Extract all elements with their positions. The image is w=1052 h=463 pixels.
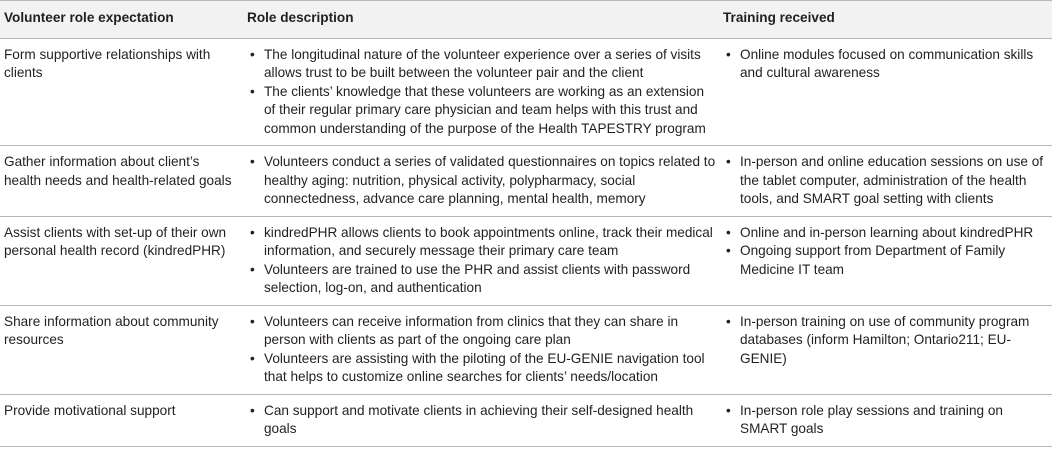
description-bullet: • Can support and motivate clients in achieving their self-designed health goals [247,402,717,439]
training-cell [723,216,1052,305]
description-list [247,46,717,139]
training-cell [723,305,1052,394]
training-bullet: • In-person training on use of community program databases (inform Hamilton; Ontario211; EU-GENIE) [723,313,1046,369]
description-cell [245,146,723,217]
training-cell [723,38,1052,146]
description-cell [245,305,723,394]
table-row [0,216,1052,305]
description-bullet: • Volunteers can receive information from clinics that they can share in person with clients as part of the ongoing care plan [247,313,717,350]
training-list [723,46,1046,83]
description-cell [245,216,723,305]
expectation-cell: Provide motivational support [0,394,245,446]
training-list [723,224,1046,280]
description-list [247,402,717,439]
training-bullet: • Online and in-person learning about kindredPHR [723,224,1046,243]
description-bullet: • Volunteers are trained to use the PHR and assist clients with password selection, log-on, and authentication [247,261,717,298]
expectation-cell: Assist clients with set-up of their own personal health record (kindredPHR) [0,216,245,305]
description-cell [245,394,723,446]
description-list [247,313,717,387]
training-bullet: • Online modules focused on communication skills and cultural awareness [723,46,1046,83]
table-row [0,38,1052,146]
expectation-cell: Gather information about client’s health needs and health-related goals [0,146,245,217]
training-list [723,402,1046,439]
description-bullet: • Volunteers are assisting with the piloting of the EU-GENIE navigation tool that helps to customize online searches for clients’ needs/location [247,350,717,387]
description-list [247,224,717,298]
table-header [0,1,1052,39]
description-bullet: • The longitudinal nature of the volunteer experience over a series of visits allows trust to be built between the volunteer pair and the client [247,46,717,83]
header-training-received: Training received [723,1,1052,39]
table-row [0,394,1052,446]
training-list [723,153,1046,209]
training-bullet: • Ongoing support from Department of Family Medicine IT team [723,242,1046,279]
training-bullet: • In-person role play sessions and training on SMART goals [723,402,1046,439]
table-row [0,305,1052,394]
header-row [0,1,1052,39]
description-bullet: • The clients’ knowledge that these volunteers are working as an extension of their regular primary care physician and team helps with this trust and common understanding of the purpose of the Health TAPESTRY program [247,83,717,139]
training-bullet: • In-person and online education sessions on use of the tablet computer, administration of the health tools, and SMART goal setting with clients [723,153,1046,209]
description-bullet: • kindredPHR allows clients to book appointments online, track their medical information, and securely message their primary care team [247,224,717,261]
training-list [723,313,1046,369]
description-list [247,153,717,209]
header-volunteer-role-expectation: Volunteer role expectation [0,1,245,39]
header-role-description: Role description [245,1,723,39]
training-cell [723,394,1052,446]
description-bullet: • Volunteers conduct a series of validated questionnaires on topics related to healthy aging: nutrition, physical activity, polypharmacy, social connectedness, advance care planning, mental health, memory [247,153,717,209]
expectation-cell: Form supportive relationships with clients [0,38,245,146]
table-body [0,38,1052,446]
table-row [0,146,1052,217]
training-cell [723,146,1052,217]
expectation-cell: Share information about community resources [0,305,245,394]
description-cell [245,38,723,146]
